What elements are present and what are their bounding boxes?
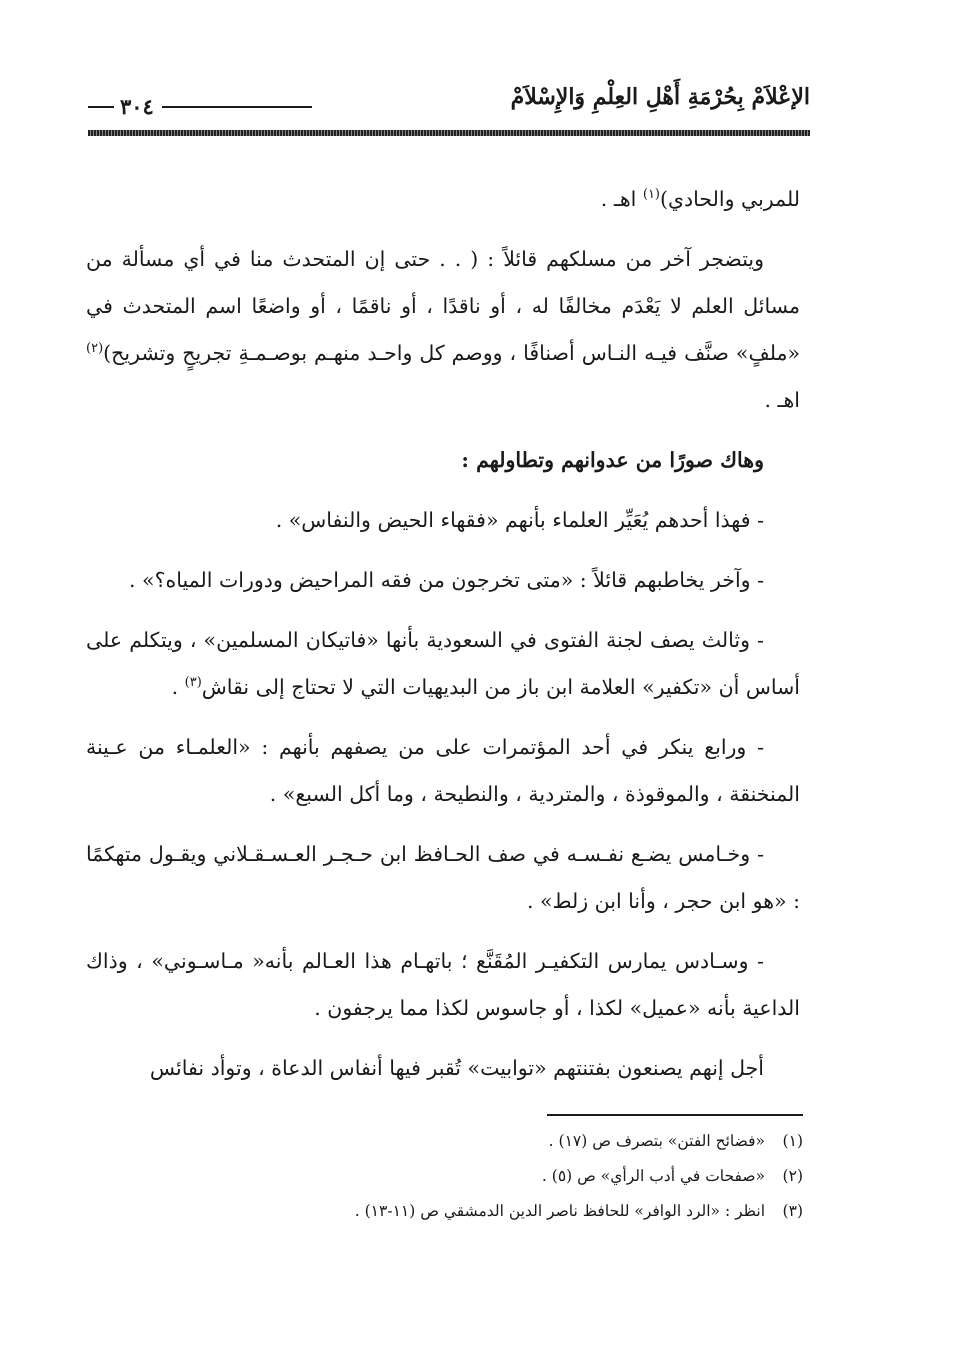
page-header: [88, 72, 810, 136]
paragraph-text: - وثالث يصف لجنة الفتوى في السعودية بأنها «فاتيكان المسلمين» ، ويتكلم على أساس أن «تكفير» العلامة ابن باز من البديهيات التي لا تحتاج إلى نقاش: [86, 628, 800, 699]
footnotes: [163, 1124, 803, 1229]
paragraph-1: [86, 176, 800, 223]
list-item: [86, 617, 800, 711]
header-dash-right: [162, 106, 312, 108]
footnote-ref: (١): [642, 187, 660, 203]
paragraph-tail: اهـ .: [600, 187, 637, 211]
footnote-text: انظر : «الرد الوافر» للحافظ ناصر الدين الدمشقي ص (١١-١٣) .: [354, 1202, 765, 1220]
page-number: ٣٠٤: [120, 94, 154, 119]
footnote-separator: [547, 1114, 803, 1116]
footnote-number: (٢): [782, 1167, 803, 1185]
footnote-text: «صفحات في أدب الرأي» ص (٥) .: [541, 1167, 765, 1185]
paragraph-tail: .: [171, 675, 179, 699]
footnote-1: [163, 1124, 803, 1159]
page-number-group: [88, 94, 312, 119]
footnote-number: (١): [782, 1132, 803, 1150]
main-text: [86, 176, 800, 1105]
footnote-ref: (٣): [184, 675, 202, 691]
paragraph-text: ويتضجر آخر من مسلكهم قائلاً : ( . . حتى إن المتحدث منا في أي مسألة من مسائل العلم لا يَعْدَم مخالفًا له ، أو ناقدًا ، أو ناقمًا ، أو واضعًا اسم المتحدث في «ملفٍ» صنَّف فيـه النـاس أصنافًا ، ووصم كل واحـد منهـم بوصـمـةِ تجريحٍ وتشريح): [86, 247, 800, 365]
footnote-3: [163, 1194, 803, 1229]
paragraph-text: للمربي والحادي): [660, 187, 800, 211]
footnote-number: (٣): [782, 1202, 803, 1220]
running-title: الإعْلاَمْ بِحُرْمَةِ أَهْلِ العِلْمِ وَالإِسْلاَمْ: [510, 84, 810, 110]
paragraph-tail: اهـ .: [764, 388, 800, 412]
footnote-text: «فضائح الفتن» بتصرف ص (١٧) .: [548, 1132, 765, 1150]
footnote-ref: (٢): [86, 341, 104, 357]
paragraph-2: [86, 236, 800, 424]
list-item: - وخـامس يضـع نفـسـه في صف الحـافظ ابن حـجـر العـسـقـلاني ويقـول متهكمًا : «هو ابن حجر ، وأنا ابن زلط» .: [86, 842, 800, 913]
list-item: - فهذا أحدهم يُعَيِّر العلماء بأنهم «فقهاء الحيض والنفاس» .: [275, 508, 764, 532]
footnote-2: [163, 1159, 803, 1194]
list-item: - وسـادس يمارس التكفيـر المُقَنَّع ؛ باتهـام هذا العـالم بأنه« مـاسـوني» ، وذاك الداعية بأنه «عميل» لكذا ، أو جاسوس لكذا مما يرجفون .: [86, 949, 800, 1020]
list-item: - ورابع ينكر في أحد المؤتمرات على من يصفهم بأنهم : «العلمـاء من عـينة المنخنقة ، والموقوذة ، والمتردية ، والنطيحة ، وما أكل السبع» .: [86, 735, 800, 806]
section-heading: وهاك صورًا من عدوانهم وتطاولهم :: [461, 448, 764, 472]
list-item: - وآخر يخاطبهم قائلاً : «متى تخرجون من فقه المراحيض ودورات المياه؟» .: [129, 568, 764, 592]
header-rule: [88, 130, 810, 136]
paragraph-last: أجل إنهم يصنعون بفتنتهم «توابيت» تُقبر فيها أنفاس الدعاة ، وتوأد نفائس: [149, 1056, 764, 1080]
header-dash-left: [88, 106, 114, 108]
